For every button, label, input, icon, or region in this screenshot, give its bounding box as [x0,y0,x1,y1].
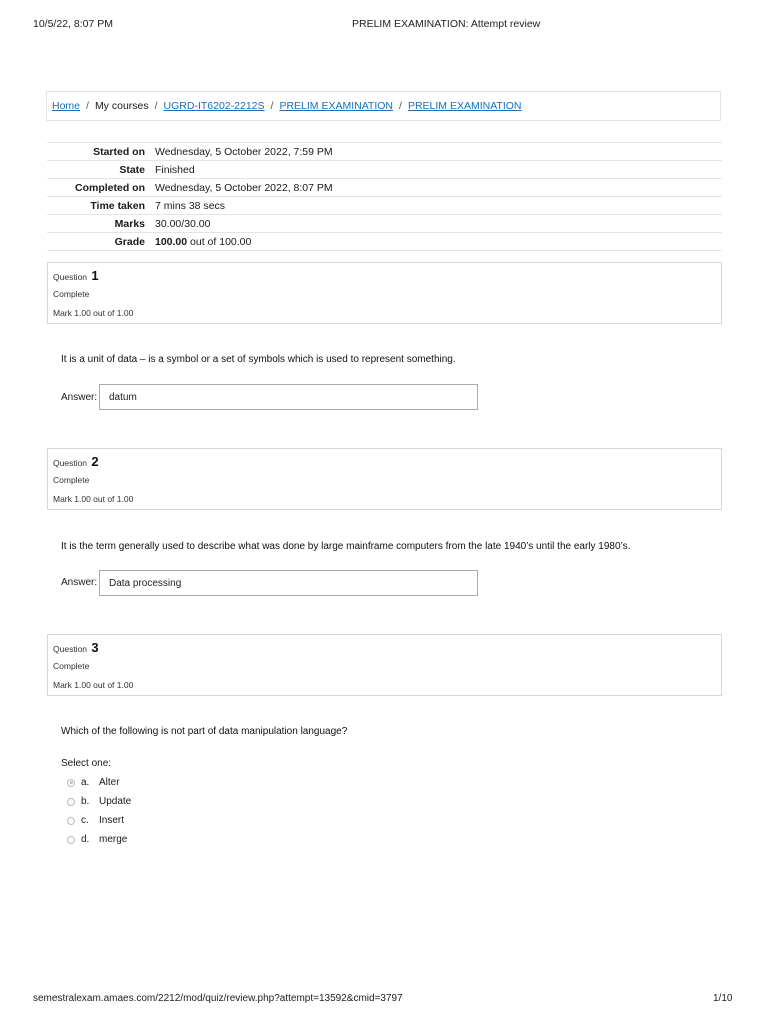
question-number: Question 1 [53,268,99,283]
summary-value: Finished [153,161,722,179]
print-page-title: PRELIM EXAMINATION: Attempt review [352,18,541,30]
radio-icon[interactable] [67,836,75,844]
grade-out-of: out of 100.00 [187,235,252,248]
breadcrumb-section-link[interactable]: PRELIM EXAMINATION [279,100,394,112]
answer-label: Answer: [61,577,98,588]
summary-label: Marks [47,215,153,233]
option-c[interactable] [67,815,124,826]
breadcrumb-quiz-link[interactable]: PRELIM EXAMINATION [407,100,522,112]
select-one-label: Select one: [61,758,112,769]
summary-label: State [47,161,153,179]
radio-icon[interactable] [67,817,75,825]
summary-label: Grade [47,233,153,251]
question-3-info [47,634,722,696]
option-label: Alter [99,777,120,788]
question-mark: Mark 1.00 out of 1.00 [53,680,134,690]
summary-value: 30.00/30.00 [153,215,722,233]
option-letter: c. [81,815,89,826]
question-2-answer-field[interactable]: Data processing [99,570,478,596]
question-2-info [47,448,722,510]
radio-checked-icon[interactable] [67,779,75,787]
option-a[interactable] [67,777,120,788]
breadcrumb-separator: / [86,100,89,112]
summary-label: Completed on [47,179,153,197]
option-label: Update [99,796,132,807]
question-number: Question 2 [53,454,99,469]
option-b[interactable] [67,796,131,807]
breadcrumb-my-courses: My courses [94,100,149,112]
question-2-text: It is the term generally used to describe what was done by large mainframe computers from the late 1940’s until the early 1980’s. [61,541,631,552]
summary-value: 7 mins 38 secs [153,197,722,215]
option-letter: d. [81,834,90,845]
option-letter: a. [81,777,90,788]
question-state: Complete [53,661,90,671]
question-1-info [47,262,722,324]
option-label: Insert [99,815,125,826]
answer-label: Answer: [61,392,98,403]
radio-icon[interactable] [67,798,75,806]
summary-row-state [47,161,722,179]
option-label: merge [99,834,128,845]
question-number: Question 3 [53,640,99,655]
breadcrumb-separator: / [270,100,274,112]
attempt-summary-table [47,142,722,251]
option-letter: b. [81,796,90,807]
print-datetime: 10/5/22, 8:07 PM [33,18,113,30]
breadcrumb [46,91,721,121]
summary-label: Time taken [47,197,153,215]
summary-value [153,233,722,251]
print-footer-url: semestralexam.amaes.com/2212/mod/quiz/review.php?attempt=13592&cmid=3797 [33,993,403,1004]
question-state: Complete [53,289,90,299]
question-mark: Mark 1.00 out of 1.00 [53,494,134,504]
option-d[interactable] [67,834,127,845]
breadcrumb-separator: / [154,100,158,112]
summary-value: Wednesday, 5 October 2022, 7:59 PM [153,143,722,161]
summary-label: Started on [47,143,153,161]
breadcrumb-home-link[interactable]: Home [52,100,81,112]
summary-row-started-on [47,143,722,161]
summary-row-grade [47,233,722,251]
question-state: Complete [53,475,90,485]
question-1-text: It is a unit of data – is a symbol or a set of symbols which is used to represent something. [61,354,456,365]
question-1-answer-field[interactable]: datum [99,384,478,410]
question-mark: Mark 1.00 out of 1.00 [53,308,134,318]
breadcrumb-course-link[interactable]: UGRD-IT6202-2212S [163,100,265,112]
summary-row-time-taken [47,197,722,215]
question-3-text: Which of the following is not part of data manipulation language? [61,726,348,737]
summary-value: Wednesday, 5 October 2022, 8:07 PM [153,179,722,197]
grade-score: 100.00 [155,235,188,248]
summary-row-completed-on [47,179,722,197]
breadcrumb-separator: / [399,100,402,112]
print-page-number: 1/10 [713,993,733,1004]
summary-row-marks [47,215,722,233]
